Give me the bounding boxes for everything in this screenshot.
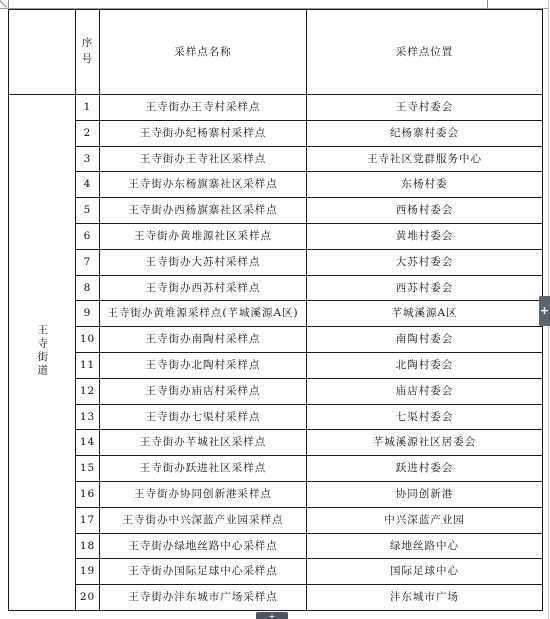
row-number: 3 [76, 146, 100, 172]
row-number: 17 [76, 507, 100, 533]
table-row [9, 146, 543, 172]
site-name-cell: 王寺街办西苏村采样点 [100, 275, 307, 301]
crop-mark-right [487, 0, 488, 9]
site-name-cell: 王寺街办南陶村采样点 [100, 327, 307, 353]
site-name-cell: 王寺街办跃进社区采样点 [100, 456, 307, 482]
site-name-cell: 王寺街办王寺社区采样点 [100, 146, 307, 172]
street-cell [9, 95, 76, 611]
site-location-cell: 芊城溪源社区居委会 [307, 430, 543, 456]
row-number: 11 [76, 352, 100, 378]
site-location-cell: 北陶村委会 [307, 352, 543, 378]
row-number: 12 [76, 378, 100, 404]
table-row [9, 249, 543, 275]
header-number-label: 序号 [81, 37, 94, 65]
row-number: 9 [76, 301, 100, 327]
site-name-cell: 王寺街办黄堆源社区采样点 [100, 223, 307, 249]
row-number: 7 [76, 249, 100, 275]
plus-icon: + [539, 304, 550, 317]
plus-icon: + [268, 612, 276, 619]
row-number: 15 [76, 456, 100, 482]
site-location-cell: 东杨村委 [307, 172, 543, 198]
site-location-cell: 南陶村委会 [307, 327, 543, 353]
site-name-cell: 王寺街办东杨旗寨社区采样点 [100, 172, 307, 198]
table-row [9, 275, 543, 301]
site-name-cell: 王寺街办协同创新港采样点 [100, 481, 307, 507]
table-row [9, 301, 543, 327]
table-row [9, 507, 543, 533]
site-location-cell: 跃进村委会 [307, 456, 543, 482]
site-name-cell: 王寺街办大苏村采样点 [100, 249, 307, 275]
table-row [9, 585, 543, 611]
site-name-cell: 王寺街办黄堆源采样点(芊城溪源A区) [100, 301, 307, 327]
bottom-expand-tab[interactable] [256, 612, 288, 619]
header-number-cell [76, 10, 100, 95]
row-number: 5 [76, 198, 100, 224]
site-location-cell: 协同创新港 [307, 481, 543, 507]
side-expand-tab[interactable] [539, 296, 550, 326]
crop-mark-left [8, 0, 9, 9]
row-number: 6 [76, 223, 100, 249]
table-row [9, 223, 543, 249]
site-name-cell: 王寺街办庙店村采样点 [100, 378, 307, 404]
table-row [9, 533, 543, 559]
site-name-cell: 王寺街办七渠村采样点 [100, 404, 307, 430]
table-row [9, 378, 543, 404]
table-row [9, 352, 543, 378]
table-row [9, 404, 543, 430]
row-number: 20 [76, 585, 100, 611]
site-location-cell: 王寺村委会 [307, 95, 543, 121]
site-location-cell: 中兴深蓝产业园 [307, 507, 543, 533]
site-location-cell: 王寺社区党群服务中心 [307, 146, 543, 172]
site-location-cell: 芊城溪源A区 [307, 301, 543, 327]
row-number: 1 [76, 95, 100, 121]
site-name-cell: 王寺街办北陶村采样点 [100, 352, 307, 378]
crop-mark-corner [0, 0, 7, 8]
table-row [9, 456, 543, 482]
table-row [9, 120, 543, 146]
table-header-row [9, 10, 543, 95]
street-label: 王寺街道 [36, 323, 49, 378]
site-location-cell: 七渠村委会 [307, 404, 543, 430]
site-location-cell: 黄堆村委会 [307, 223, 543, 249]
table-body [9, 95, 543, 611]
header-street-cell [9, 10, 76, 95]
header-site-name: 采样点名称 [100, 10, 307, 95]
site-name-cell: 王寺街办中兴深蓝产业园采样点 [100, 507, 307, 533]
site-name-cell: 王寺街办绿地丝路中心采样点 [100, 533, 307, 559]
site-location-cell: 国际足球中心 [307, 559, 543, 585]
table-row [9, 327, 543, 353]
site-location-cell: 绿地丝路中心 [307, 533, 543, 559]
sampling-sites-table [8, 9, 543, 611]
site-name-cell: 王寺街办西杨旗寨社区采样点 [100, 198, 307, 224]
site-location-cell: 庙店村委会 [307, 378, 543, 404]
site-location-cell: 西杨村委会 [307, 198, 543, 224]
row-number: 8 [76, 275, 100, 301]
site-name-cell: 王寺街办芊城社区采样点 [100, 430, 307, 456]
table-row [9, 198, 543, 224]
row-number: 13 [76, 404, 100, 430]
table-row [9, 95, 543, 121]
site-name-cell: 王寺街办纪杨寨村采样点 [100, 120, 307, 146]
table-row [9, 172, 543, 198]
site-location-cell: 西苏村委会 [307, 275, 543, 301]
table-row [9, 430, 543, 456]
row-number: 14 [76, 430, 100, 456]
site-location-cell: 纪杨寨村委会 [307, 120, 543, 146]
row-number: 10 [76, 327, 100, 353]
site-name-cell: 王寺街办沣东城市广场采样点 [100, 585, 307, 611]
site-name-cell: 王寺街办国际足球中心采样点 [100, 559, 307, 585]
table-row [9, 481, 543, 507]
site-location-cell: 沣东城市广场 [307, 585, 543, 611]
header-site-location: 采样点位置 [307, 10, 543, 95]
row-number: 16 [76, 481, 100, 507]
table-row [9, 559, 543, 585]
row-number: 4 [76, 172, 100, 198]
row-number: 2 [76, 120, 100, 146]
row-number: 19 [76, 559, 100, 585]
site-name-cell: 王寺街办王寺村采样点 [100, 95, 307, 121]
row-number: 18 [76, 533, 100, 559]
site-location-cell: 大苏村委会 [307, 249, 543, 275]
